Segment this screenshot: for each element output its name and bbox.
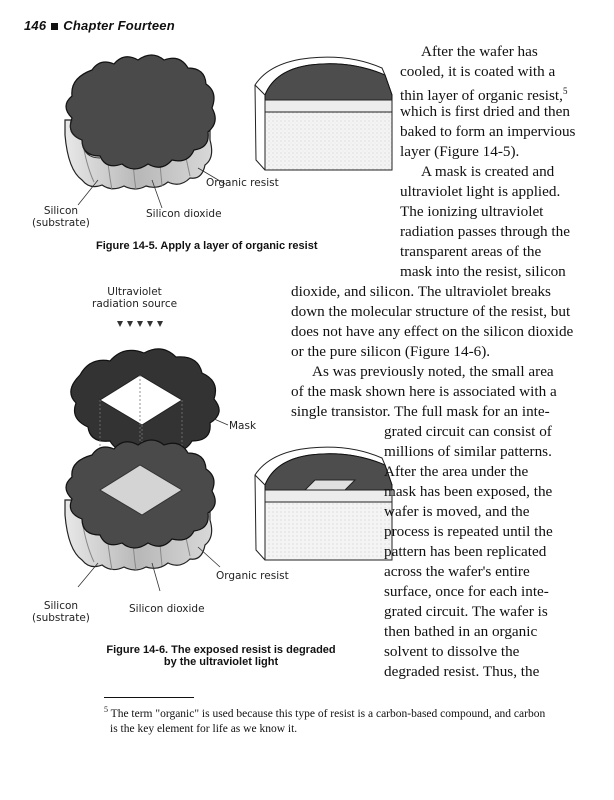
body-line: baked to form an impervious bbox=[400, 123, 576, 140]
body-line: ultraviolet light is applied. bbox=[400, 183, 561, 200]
label-substrate-text-6: (substrate) bbox=[32, 612, 90, 624]
body-line: grated circuit can consist of bbox=[384, 423, 552, 440]
figure-14-6-caption-line1: Figure 14-6. The exposed resist is degraded bbox=[106, 644, 336, 656]
body-line: millions of similar patterns. bbox=[384, 443, 552, 460]
running-header bbox=[24, 18, 175, 33]
body-line: pattern has been replicated bbox=[384, 543, 547, 560]
body-line: As was previously noted, the small area bbox=[312, 363, 554, 380]
body-line: grated circuit. The wafer is bbox=[384, 603, 548, 620]
label-silicon-dioxide-6: Silicon dioxide bbox=[129, 603, 205, 615]
figure-14-6-caption bbox=[90, 644, 352, 668]
cross-section-block bbox=[255, 57, 392, 170]
body-line: down the molecular structure of the resist, but bbox=[291, 303, 571, 320]
chapter-title: Chapter Fourteen bbox=[63, 18, 175, 33]
footnote-marker: 5 bbox=[104, 705, 108, 714]
body-line: A mask is created and bbox=[421, 163, 555, 180]
body-line: transparent areas of the bbox=[400, 243, 542, 260]
footnote-rule bbox=[104, 697, 194, 698]
body-line: across the wafer's entire bbox=[384, 563, 530, 580]
wafer-body-6 bbox=[65, 440, 215, 570]
footnote-line1 bbox=[104, 702, 574, 722]
cross-section-block-6 bbox=[255, 447, 392, 560]
label-silicon-text-6: Silicon bbox=[43, 600, 79, 612]
body-line: of the mask shown here is associated with a bbox=[291, 383, 557, 400]
label-organic-resist-6: Organic resist bbox=[216, 570, 289, 582]
body-line: degraded resist. Thus, the bbox=[384, 663, 540, 680]
footnote-line2: is the key element for life as we know it. bbox=[110, 722, 298, 735]
separator-square-icon bbox=[51, 23, 58, 30]
label-silicon-text: Silicon bbox=[43, 205, 79, 217]
uv-arrows bbox=[117, 321, 163, 327]
label-uv-line1: Ultraviolet bbox=[107, 286, 162, 298]
label-silicon-dioxide-5: Silicon dioxide bbox=[146, 208, 222, 220]
body-line: The ionizing ultraviolet bbox=[400, 203, 544, 220]
footnote-reference: 5 bbox=[562, 86, 568, 96]
body-line: solvent to dissolve the bbox=[384, 643, 520, 660]
body-line: radiation passes through the bbox=[400, 223, 570, 240]
body-line: surface, once for each inte- bbox=[384, 583, 549, 600]
body-line: dioxide, and silicon. The ultraviolet breaks bbox=[291, 283, 551, 300]
label-substrate-text: (substrate) bbox=[32, 217, 90, 229]
label-silicon-6 bbox=[32, 600, 90, 624]
body-line: process is repeated until the bbox=[384, 523, 553, 540]
body-line: or the pure silicon (Figure 14-6). bbox=[291, 343, 491, 360]
organic-resist-layer bbox=[66, 55, 215, 169]
label-mask: Mask bbox=[229, 420, 257, 432]
body-line-text: thin layer of organic resist, bbox=[400, 87, 563, 105]
body-line: layer (Figure 14-5). bbox=[400, 143, 520, 160]
body-line: After the area under the bbox=[384, 463, 529, 480]
mask-plate bbox=[71, 349, 219, 455]
body-line: mask into the resist, silicon bbox=[400, 263, 566, 280]
label-organic-resist-5: Organic resist bbox=[206, 177, 279, 189]
body-line: mask has been exposed, the bbox=[384, 483, 553, 500]
footnote bbox=[104, 702, 574, 737]
figure-14-5-caption: Figure 14-5. Apply a layer of organic resist bbox=[96, 240, 318, 252]
body-line: cooled, it is coated with a bbox=[400, 63, 556, 80]
body-line: wafer is moved, and the bbox=[384, 503, 530, 520]
footnote-line1-text: The term "organic" is used because this type of resist is a carbon-based compound, and carbon bbox=[110, 707, 546, 720]
label-uv-line2: radiation source bbox=[92, 298, 178, 310]
body-line: does not have any effect on the silicon dioxide bbox=[291, 323, 574, 340]
figure-14-6-caption-line2: by the ultraviolet light bbox=[163, 656, 279, 668]
body-line: single transistor. The full mask for an inte- bbox=[291, 403, 550, 420]
page-number: 146 bbox=[24, 18, 47, 33]
body-line: After the wafer has bbox=[421, 43, 538, 60]
body-line: which is first dried and then bbox=[400, 103, 570, 120]
body-line: then bathed in an organic bbox=[384, 623, 538, 640]
label-uv-source bbox=[92, 286, 177, 310]
label-silicon-5 bbox=[32, 205, 90, 229]
